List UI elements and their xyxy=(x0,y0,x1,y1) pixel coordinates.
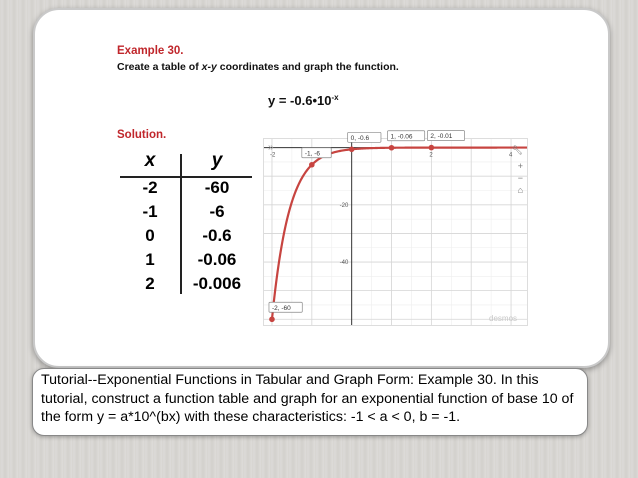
data-point xyxy=(429,145,435,151)
table-cell-y: -0.006 xyxy=(192,274,242,293)
solution-title: Solution. xyxy=(117,129,167,141)
table-header-y: y xyxy=(211,150,223,171)
data-point xyxy=(309,162,315,168)
wrench-icon[interactable]: 🔧︎ xyxy=(511,145,523,155)
equation: $y = -0.6•10^{-x}$ xyxy=(268,93,339,108)
table-cell-x: 1 xyxy=(145,250,155,269)
table-cell-x: 2 xyxy=(145,274,155,293)
example-title: Example 30. xyxy=(117,45,184,57)
graph-canvas[interactable] xyxy=(264,133,527,325)
table-cell-y: -60 xyxy=(204,178,230,197)
caption-text: Tutorial--Exponential Functions in Tabular and Graph Form: Example 30. In this tutorial, construct a function table and graph for an exponential function of base 10 of the form y = a*10^(bx) with these characteristics: -1 < a < 0, b = -1. xyxy=(41,372,574,426)
minus-icon[interactable]: − xyxy=(517,173,523,183)
data-point xyxy=(389,145,395,151)
y-tick-label: -40 xyxy=(339,260,349,267)
point-label: 2, -0.01 xyxy=(430,133,453,141)
x-tick-label: 2 xyxy=(429,152,433,159)
home-icon[interactable]: ⌂ xyxy=(517,185,523,195)
y-tick-label: -20 xyxy=(339,202,349,209)
table-header-x: x xyxy=(144,150,156,171)
expand-icon[interactable]: » xyxy=(268,142,274,153)
desmos-graph[interactable] xyxy=(263,133,528,326)
caption-box xyxy=(32,368,588,436)
data-point xyxy=(349,147,355,153)
point-label: -1, -6 xyxy=(304,150,320,158)
table-cell-x: -1 xyxy=(142,202,158,221)
table-cell-y: -0.6 xyxy=(202,226,232,245)
table-cell-x: 0 xyxy=(145,226,155,245)
point-label: 1, -0.06 xyxy=(390,133,413,141)
point-label: 0, -0.6 xyxy=(350,134,370,142)
table-divider-vertical xyxy=(180,154,182,294)
x-tick-label: 4 xyxy=(509,152,513,159)
table-cell-x: -2 xyxy=(142,178,158,197)
instruction-text: Create a table of x-y coordinates and graph the function. xyxy=(117,61,399,73)
desmos-watermark: desmos xyxy=(489,314,518,323)
point-label: -2, -60 xyxy=(271,304,291,312)
table-cell-y: -6 xyxy=(209,202,225,221)
table-cell-y: -0.06 xyxy=(197,250,237,269)
x-tick-label: -2 xyxy=(269,152,276,159)
data-point xyxy=(269,316,275,322)
plus-icon[interactable]: + xyxy=(517,161,523,171)
